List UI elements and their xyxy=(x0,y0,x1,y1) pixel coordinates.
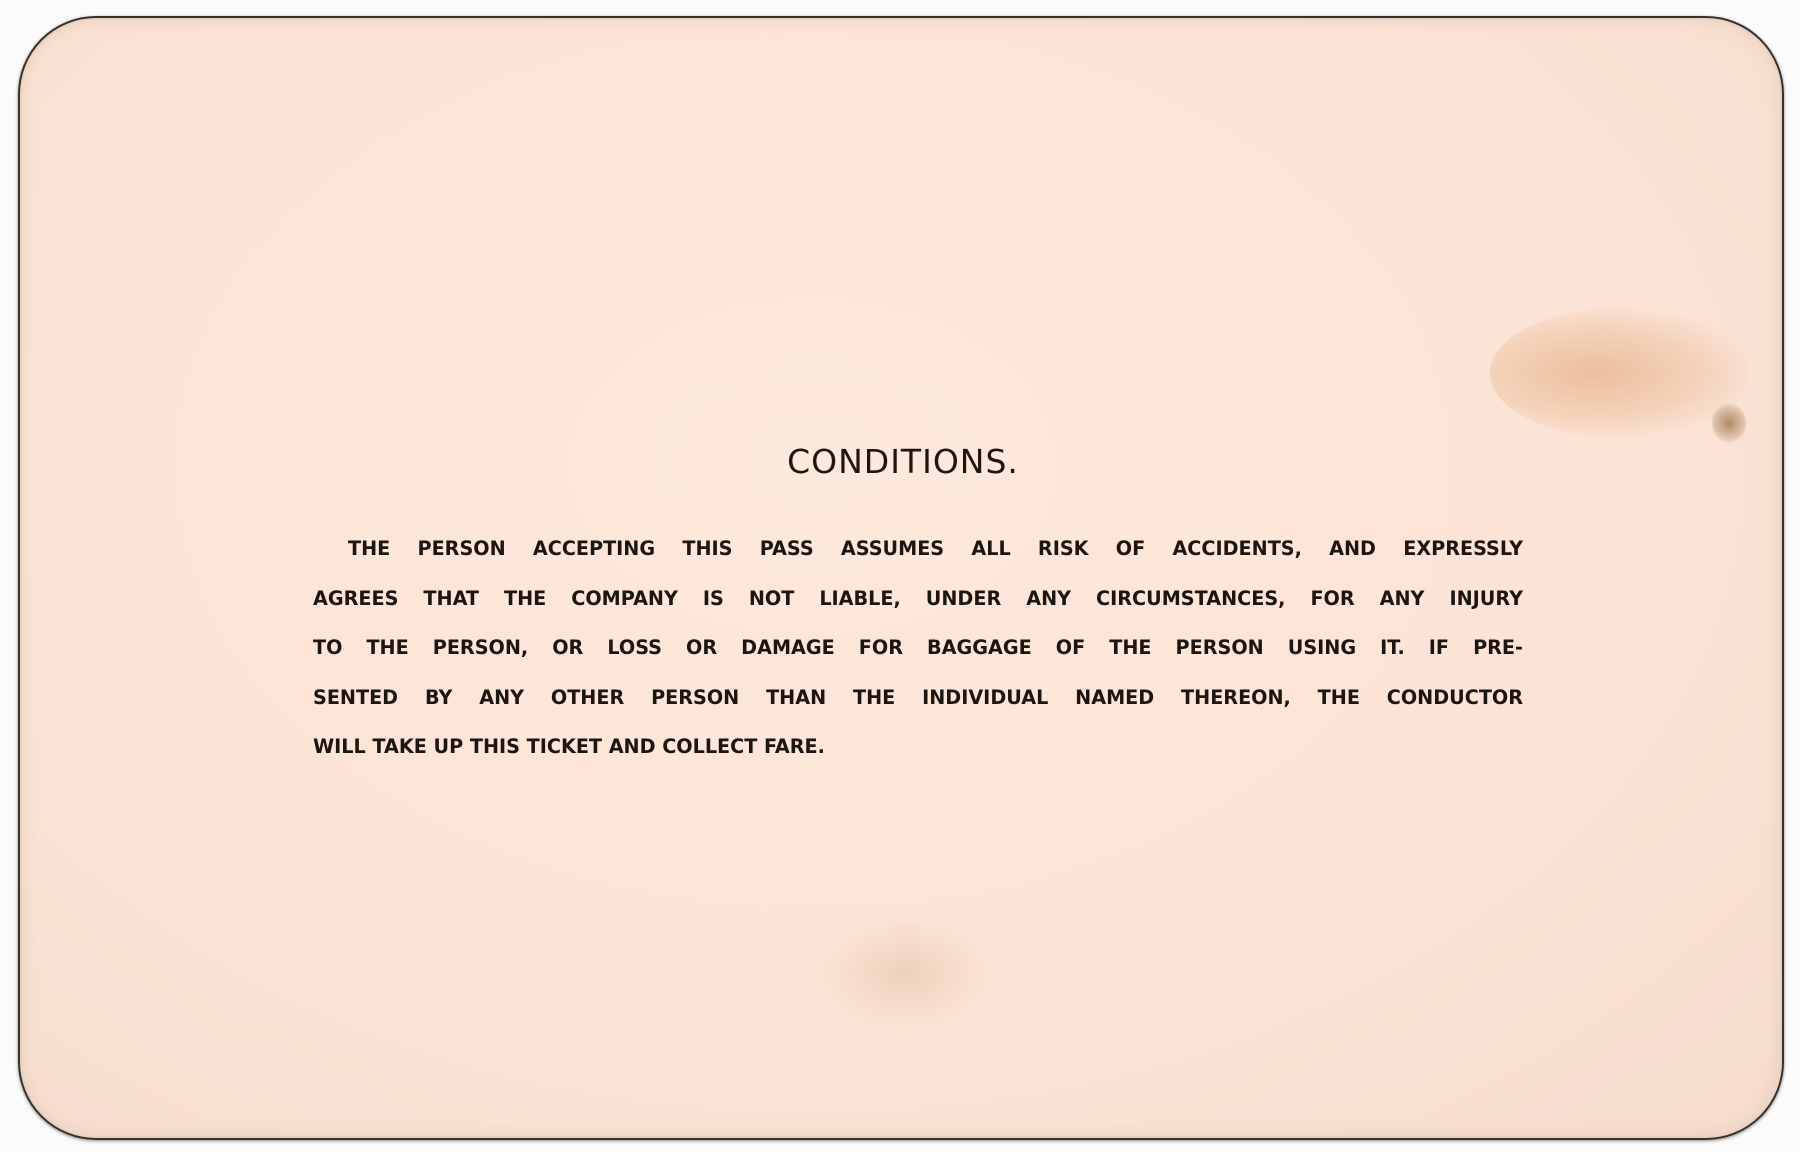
conditions-heading: CONDITIONS. xyxy=(787,442,1019,481)
conditions-line: TO THE PERSON, OR LOSS OR DAMAGE FOR BAGGAGE OF THE PERSON USING IT. IF PRE- xyxy=(313,636,1523,659)
conditions-paragraph xyxy=(313,524,1523,772)
conditions-line: WILL TAKE UP THIS TICKET AND COLLECT FARE. xyxy=(313,735,825,758)
conditions-line: AGREES THAT THE COMPANY IS NOT LIABLE, UNDER ANY CIRCUMSTANCES, FOR ANY INJURY xyxy=(313,586,1523,610)
stain-faint xyxy=(820,918,990,1028)
conditions-line: THE PERSON ACCEPTING THIS PASS ASSUMES ALL RISK OF ACCIDENTS, AND EXPRESSLY xyxy=(348,537,1523,560)
conditions-line: SENTED BY ANY OTHER PERSON THAN THE INDIVIDUAL NAMED THEREON, THE CONDUCTOR xyxy=(313,685,1523,709)
ticket-card-back xyxy=(18,16,1784,1140)
stain-mark xyxy=(1490,308,1750,438)
stain-spot xyxy=(1712,403,1746,443)
